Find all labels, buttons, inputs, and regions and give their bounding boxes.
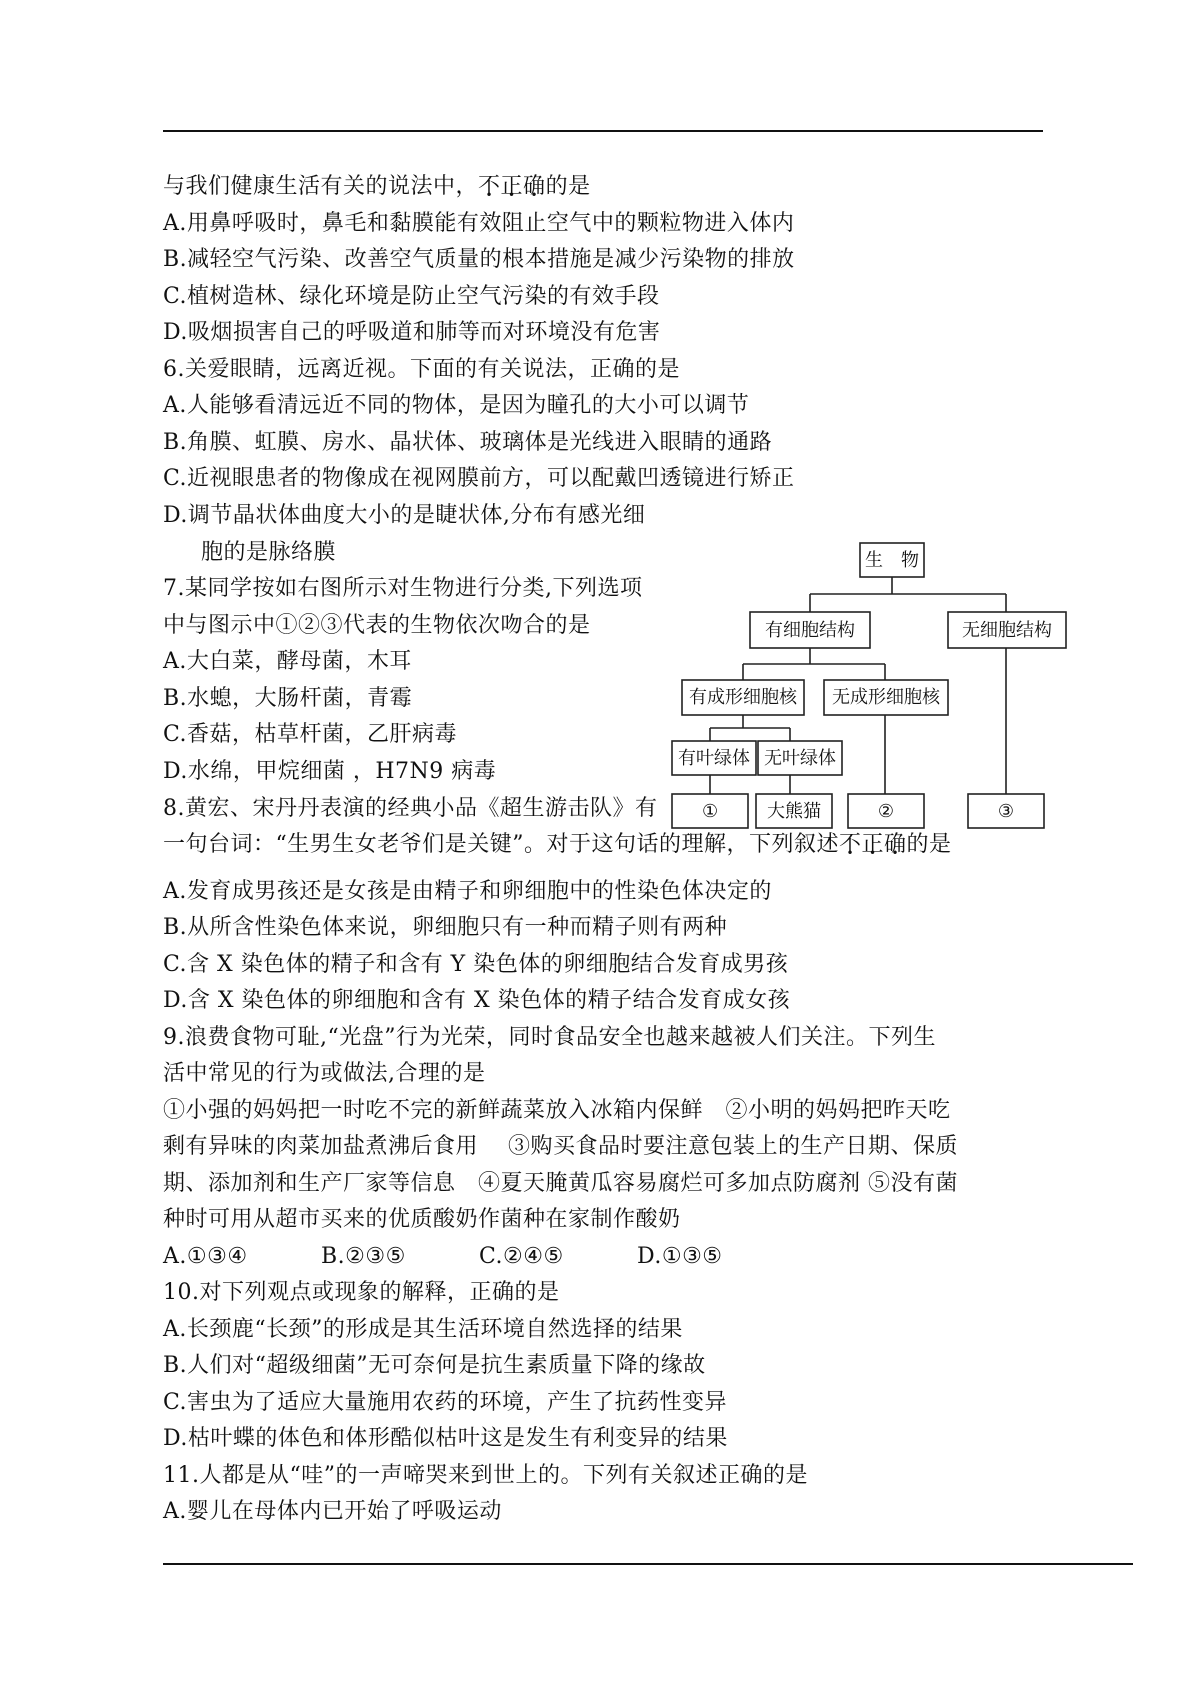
q11-option-a: A.婴儿在母体内已开始了呼吸运动	[163, 1499, 502, 1524]
q8-stem-end: 的是	[906, 832, 952, 857]
classification-diagram	[678, 538, 1110, 838]
q8-stem-text: 一句台词：“生男生女老爷们是关键”。对于这句话的理解，下列叙述	[163, 832, 839, 857]
q10-stem: 10.对下列观点或现象的解释，正确的是	[163, 1280, 560, 1305]
emphasis-char: 不	[839, 832, 862, 857]
q6-option-d-cont: 胞的是脉络膜	[201, 540, 337, 565]
label-cellular: 有细胞结构	[765, 620, 855, 641]
q5-emphasis-text	[478, 174, 546, 199]
emphasis-char: 正	[861, 832, 885, 857]
q7-stem-cont: 中与图示中①②③代表的生物依次吻合的是	[163, 613, 591, 638]
label-acellular: 无细胞结构	[962, 620, 1052, 641]
q6-stem: 6.关爱眼睛，远离近视。下面的有关说法，正确的是	[163, 357, 680, 382]
q6-option-c: C.近视眼患者的物像成在视网膜前方，可以配戴凹透镜进行矫正	[163, 466, 795, 491]
q6-option-d: D.调节晶状体曲度大小的是睫状体,分布有感光细	[163, 503, 646, 528]
label-non-nucleated: 无成形细胞核	[832, 687, 940, 708]
label-leaf3: ③	[997, 801, 1015, 822]
q6-option-b: B.角膜、虹膜、房水、晶状体、玻璃体是光线进入眼睛的通路	[163, 430, 773, 455]
q7-option-a: A.大白菜，酵母菌，木耳	[163, 649, 412, 674]
q8-option-d: D.含 X 染色体的卵细胞和含有 X 染色体的精子结合发育成女孩	[163, 988, 791, 1013]
q11-stem: 11.人都是从“哇”的一声啼哭来到世上的。下列有关叙述正确的是	[163, 1463, 808, 1488]
q9-statement-line-3: 期、添加剂和生产厂家等信息 ④夏天腌黄瓜容易腐烂可多加点防腐剂 ⑤没有菌	[163, 1171, 958, 1196]
q9-statement-line-4: 种时可用从超市买来的优质酸奶作菌种在家制作酸奶	[163, 1207, 681, 1232]
q5-option-d: D.吸烟损害自己的呼吸道和肺等而对环境没有危害	[163, 320, 661, 345]
q7-stem: 7.某同学按如右图所示对生物进行分类,下列选项	[163, 576, 643, 601]
q8-option-b: B.从所含性染色体来说，卵细胞只有一种而精子则有两种	[163, 915, 728, 940]
emphasis-char: 不	[478, 174, 501, 199]
q9-stem-cont: 活中常见的行为或做法,合理的是	[163, 1061, 486, 1086]
q8-emphasis-text	[839, 832, 907, 857]
emphasis-char: 确	[884, 832, 907, 857]
q9-option-d: D.①③⑤	[637, 1244, 723, 1269]
label-nucleated: 有成形细胞核	[689, 687, 797, 708]
q10-option-a: A.长颈鹿“长颈”的形成是其生活环境自然选择的结果	[163, 1317, 683, 1342]
q6-option-a: A.人能够看清远近不同的物体，是因为瞳孔的大小可以调节	[163, 393, 750, 418]
q5-option-a: A.用鼻呼吸时，鼻毛和黏膜能有效阻止空气中的颗粒物进入体内	[163, 211, 795, 236]
q9-options	[163, 1242, 723, 1272]
label-leaf-panda: 大熊猫	[767, 801, 821, 822]
q5-stem-end: 的是	[545, 174, 591, 199]
label-chloroplast: 有叶绿体	[678, 748, 750, 769]
q5-option-c: C.植树造林、绿化环境是防止空气污染的有效手段	[163, 284, 660, 309]
q5-stem-text: 与我们健康生活有关的说法中，	[163, 174, 479, 199]
label-leaf2: ②	[877, 801, 895, 822]
label-leaf1: ①	[701, 801, 719, 822]
q8-stem-cont	[163, 830, 952, 860]
q5-emphasis	[478, 174, 546, 199]
top-rule	[163, 130, 1043, 132]
q7-option-b: B.水螅，大肠杆菌，青霉	[163, 686, 413, 711]
label-no-chloroplast: 无叶绿体	[764, 748, 836, 769]
q5-option-b: B.减轻空气污染、改善空气质量的根本措施是减少污染物的排放	[163, 247, 795, 272]
q10-option-c: C.害虫为了适应大量施用农药的环境，产生了抗药性变异	[163, 1390, 728, 1415]
q9-stem: 9.浪费食物可耻,“光盘”行为光荣，同时食品安全也越来越被人们关注。下列生	[163, 1025, 936, 1050]
q8-stem: 8.黄宏、宋丹丹表演的经典小品《超生游击队》有	[163, 796, 658, 821]
bottom-rule	[163, 1563, 1133, 1565]
q7-option-c: C.香菇，枯草杆菌，乙肝病毒	[163, 722, 458, 747]
emphasis-char: 确	[523, 174, 546, 199]
q8-option-c: C.含 X 染色体的精子和含有 Y 染色体的卵细胞结合发育成男孩	[163, 952, 789, 977]
emphasis-char: 正	[500, 174, 524, 199]
q8-option-a: A.发育成男孩还是女孩是由精子和卵细胞中的性染色体决定的	[163, 879, 772, 904]
q10-option-d: D.枯叶蝶的体色和体形酷似枯叶这是发生有利变异的结果	[163, 1426, 728, 1451]
q7-option-d: D.水绵，甲烷细菌 ，H7N9 病毒	[163, 759, 497, 784]
q5-stem	[163, 172, 591, 202]
q9-statement-line-2: 剩有异味的肉菜加盐煮沸后食用 ③购买食品时要注意包装上的生产日期、保质	[163, 1134, 958, 1159]
q9-option-a: A.①③④	[163, 1244, 248, 1269]
label-root: 生 物	[865, 550, 919, 571]
q10-option-b: B.人们对“超级细菌”无可奈何是抗生素质量下降的缘故	[163, 1353, 706, 1378]
q9-option-c: C.②④⑤	[479, 1244, 564, 1269]
q9-statement-line-1: ①小强的妈妈把一时吃不完的新鲜蔬菜放入冰箱内保鲜 ②小明的妈妈把昨天吃	[163, 1098, 951, 1123]
q9-option-b: B.②③⑤	[321, 1244, 406, 1269]
